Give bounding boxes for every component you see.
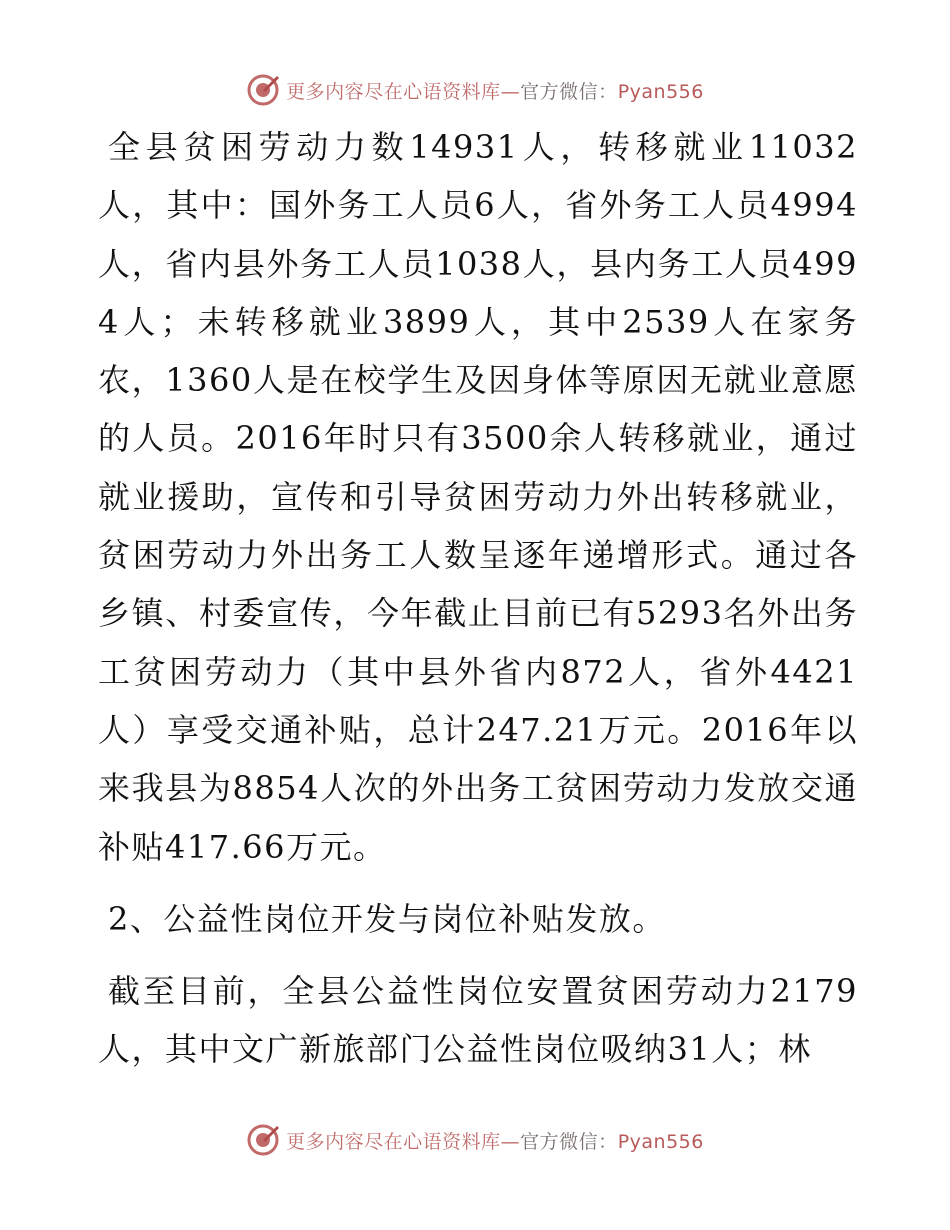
watermark-wechat-label: 官方微信： xyxy=(520,80,618,103)
header-watermark xyxy=(0,70,950,110)
watermark-wechat-id: Pyan556 xyxy=(617,80,704,103)
quill-seal-icon xyxy=(246,1123,280,1157)
footer-watermark xyxy=(0,1120,950,1160)
watermark-wechat-id: Pyan556 xyxy=(617,1130,704,1153)
section-heading-public-welfare-posts: 2、公益性岗位开发与岗位补贴发放。 xyxy=(108,899,666,938)
quill-seal-icon xyxy=(246,73,280,107)
watermark-text xyxy=(286,1127,704,1154)
watermark-wechat-label: 官方微信： xyxy=(520,1130,618,1153)
document-body xyxy=(98,118,858,1079)
watermark-library-text: 更多内容尽在心语资料库— xyxy=(286,80,521,103)
watermark-text xyxy=(286,77,704,104)
paragraph-public-welfare-posts: 截至目前，全县公益性岗位安置贫困劳动力2179人，其中文广新旅部门公益性岗位吸纳31人；林 xyxy=(98,972,858,1069)
watermark-library-text: 更多内容尽在心语资料库— xyxy=(286,1130,521,1153)
paragraph-employment-stats: 全县贫困劳动力数14931人，转移就业11032人，其中：国外务工人员6人，省外务工人员4994人，省内县外务工人员1038人，县内务工人员4994人；未转移就业3899人，其中2539人在家务农，1360人是在校学生及因身体等原因无就业意愿的人员。2016年时只有3500余人转移就业，通过就业援助，宣传和引导贫困劳动力外出转移就业，贫困劳动力外出务工人数呈逐年递增形式。通过各乡镇、村委宣传，今年截止目前已有5293名外出务工贫困劳动力（其中县外省内872人，省外4421人）享受交通补贴，总计247.21万元。2016年以来我县为8854人次的外出务工贫困劳动力发放交通补贴417.66万元。 xyxy=(98,128,858,866)
